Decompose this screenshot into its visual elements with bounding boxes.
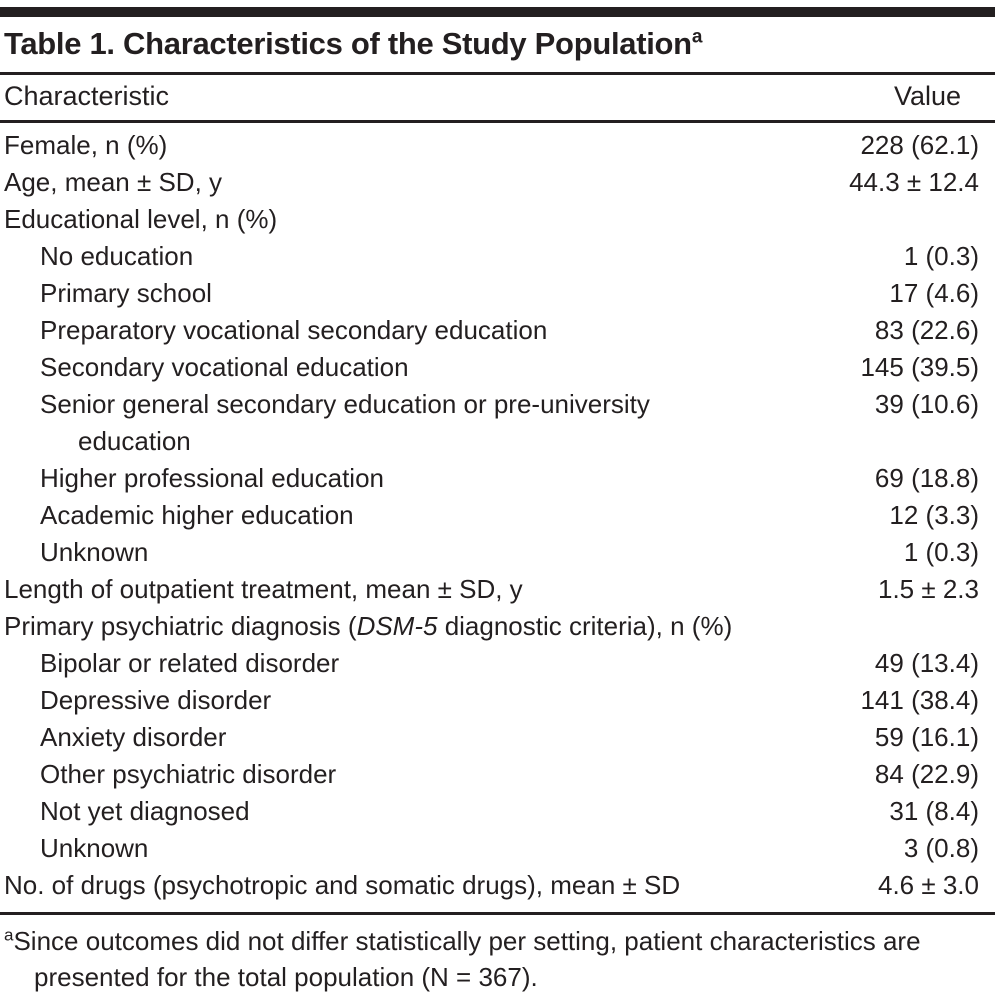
value-cell: 59 (16.1) <box>874 721 979 752</box>
value-cell: 1 (0.3) <box>903 240 979 271</box>
characteristic-cell: Unknown <box>40 832 149 863</box>
value-cell: 3 (0.8) <box>903 832 979 863</box>
table-header-row <box>0 75 995 123</box>
value-cell: 1.5 ± 2.3 <box>877 573 979 604</box>
value-cell: 141 (38.4) <box>860 684 979 715</box>
table-body <box>0 123 995 915</box>
characteristic-cell: No. of drugs (psychotropic and somatic drugs), mean ± SD <box>4 869 681 900</box>
table-top-rule <box>0 7 995 17</box>
footnote-marker: a <box>4 924 14 944</box>
table-row <box>0 830 995 867</box>
characteristic-cell <box>4 608 732 645</box>
characteristic-cell: Female, n (%) <box>4 129 168 160</box>
characteristic-cell: Preparatory vocational secondary education <box>40 314 548 345</box>
characteristic-cell: No education <box>40 240 194 271</box>
value-cell: 44.3 ± 12.4 <box>849 166 979 197</box>
characteristic-cell: Senior general secondary education or pre-university education <box>40 388 650 456</box>
characteristic-cell: Academic higher education <box>40 499 354 530</box>
characteristic-cell: Other psychiatric disorder <box>40 758 337 789</box>
table-title-text: Table 1. Characteristics of the Study Population <box>4 26 692 61</box>
table-row <box>0 682 995 719</box>
table-section-row <box>0 201 995 238</box>
table-title <box>0 17 995 75</box>
table-row <box>0 386 995 460</box>
value-cell: 4.6 ± 3.0 <box>877 869 979 900</box>
table-row <box>0 497 995 534</box>
characteristic-cell: Unknown <box>40 536 149 567</box>
characteristic-cell: Bipolar or related disorder <box>40 647 340 678</box>
table-row <box>0 127 995 164</box>
table-row <box>0 719 995 756</box>
characteristic-cell: Educational level, n (%) <box>4 203 278 234</box>
value-cell: 39 (10.6) <box>874 388 979 419</box>
label-italic-dsm5: DSM-5 <box>356 610 438 641</box>
value-cell: 69 (18.8) <box>874 462 979 493</box>
table-section-row <box>0 608 995 645</box>
value-cell: 49 (13.4) <box>874 647 979 678</box>
column-header-characteristic: Characteristic <box>4 80 170 111</box>
value-cell: 31 (8.4) <box>889 795 979 826</box>
value-cell: 12 (3.3) <box>889 499 979 530</box>
table-row <box>0 238 995 275</box>
table-row <box>0 645 995 682</box>
value-cell: 1 (0.3) <box>903 536 979 567</box>
table-row <box>0 349 995 386</box>
value-cell: 84 (22.9) <box>874 758 979 789</box>
characteristic-cell: Higher professional education <box>40 462 384 493</box>
value-cell: 83 (22.6) <box>874 314 979 345</box>
table-row <box>0 793 995 830</box>
column-header-value: Value <box>893 80 961 111</box>
table-row <box>0 460 995 497</box>
label-suffix: diagnostic criteria), n (%) <box>437 610 733 641</box>
table-row <box>0 571 995 608</box>
table-title-superscript: a <box>691 26 703 48</box>
value-cell: 17 (4.6) <box>889 277 979 308</box>
characteristic-cell: Length of outpatient treatment, mean ± SD, y <box>4 573 523 604</box>
table-row <box>0 275 995 312</box>
value-cell: 145 (39.5) <box>860 351 979 382</box>
characteristic-cell: Secondary vocational education <box>40 351 409 382</box>
characteristic-cell: Not yet diagnosed <box>40 795 250 826</box>
table-row <box>0 164 995 201</box>
characteristic-cell: Anxiety disorder <box>40 721 227 752</box>
value-cell: 228 (62.1) <box>860 129 979 160</box>
table-footnote <box>0 915 995 1003</box>
table-row <box>0 756 995 793</box>
characteristic-cell: Depressive disorder <box>40 684 272 715</box>
table-row <box>0 867 995 904</box>
characteristic-cell: Primary school <box>40 277 212 308</box>
footnote-text: Since outcomes did not differ statistically per setting, patient characteristics are presented for the total population (N = 367). <box>13 925 921 992</box>
label-prefix: Primary psychiatric diagnosis ( <box>4 610 357 641</box>
table-row <box>0 534 995 571</box>
characteristic-cell: Age, mean ± SD, y <box>4 166 223 197</box>
table-row <box>0 312 995 349</box>
